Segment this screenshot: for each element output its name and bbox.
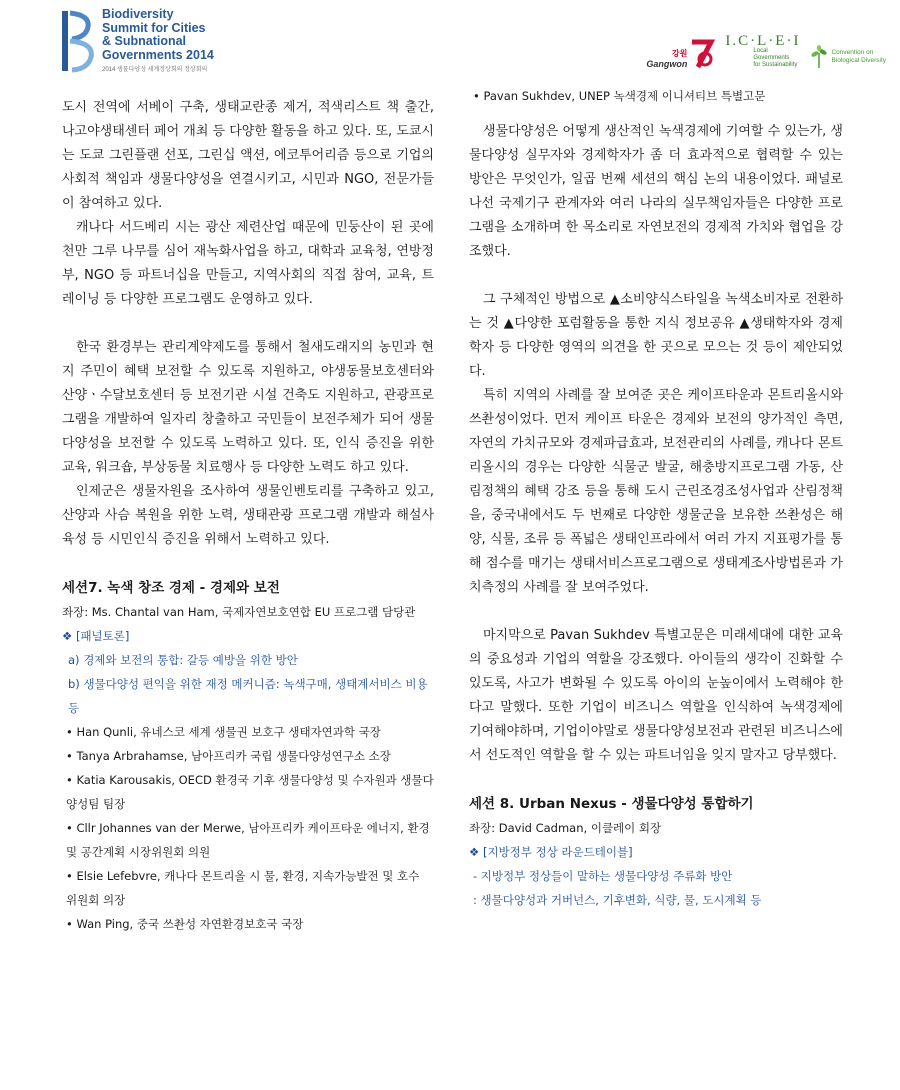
summit-title-line-1: Biodiversity xyxy=(102,7,174,21)
left-column xyxy=(62,96,434,936)
roundtable-label: ❖ [지방정부 정상 라운드테이블] xyxy=(469,845,633,859)
panelist-item: • Han Qunli, 유네스코 세계 생물권 보호구 생태자연과학 국장 xyxy=(62,720,434,744)
summit-title-line-3: & Subnational xyxy=(102,34,187,48)
section-7-title: 세션7. 녹색 창조 경제 - 경제와 보전 xyxy=(62,580,280,596)
panelist-item: • Elsie Lefebvre, 캐나다 몬트리올 시 물, 환경, 지속가능발전 및 호수 위원회 의장 xyxy=(62,864,434,912)
iclei-sub-3: for Sustainability xyxy=(753,62,798,68)
right-column xyxy=(469,89,843,912)
panelist-item: • Katia Karousakis, OECD 환경국 기후 생물다양성 및 수자원과 생물다양성팀 팀장 xyxy=(62,768,434,816)
summit-title-line-2: Summit for Cities xyxy=(102,20,206,35)
gangwon-logo xyxy=(646,39,715,69)
cbd-line-1: Convention on xyxy=(831,49,874,56)
section-8-chair: 좌장: David Cadman, 이클레이 회장 xyxy=(469,821,662,835)
paragraph: 도시 전역에 서베이 구축, 생태교란종 제거, 적색리스트 책 출간, 나고야생태센터 페어 개최 등 다양한 활동을 하고 있다. 또, 도쿄시는 도쿄 그린플랜 선포, 그린십 액션, 에코투어리즘 등으로 기업의 사회적 책임과 생물다양성을 연결시키고, 시민과 NGO, 전문가들이 참여하고 있다. xyxy=(62,100,434,211)
panelist-item: • Pavan Sukhdev, UNEP 녹색경제 이니셔티브 특별고문 xyxy=(469,84,843,108)
section-8-title: 세션 8. Urban Nexus - 생물다양성 통합하기 xyxy=(469,796,754,812)
paragraph: 캐나다 서드베리 시는 광산 제련산업 때문에 민둥산이 된 곳에 천만 그루 나무를 심어 재녹화사업을 하고, 대학과 교육청, 연방정부, NGO 등 파트너십을 만들고, 지역사회의 직접 참여, 교육, 트레이닝 등 다양한 프로그램도 운영하고 있다. xyxy=(62,220,434,307)
partner-logos xyxy=(646,34,886,69)
paragraph: 한국 환경부는 관리계약제도를 통해서 철새도래지의 농민과 현지 주민이 혜택 보전할 수 있도록 지원하고, 야생동물보호센터와 산양ㆍ수달보호센터 등 보전기관 시설 건축도 지원하고, 관광프로그램을 개발하여 일자리 창출하고 국민들이 보전주체가 되어 생물다양성을 보전할 수 있도록 노력하고 있다. 또, 인식 증진을 위한 교육, 워크숍, 부상동물 치료행사 등 다양한 노력도 하고 있다. xyxy=(62,340,434,475)
paragraph: 특히 지역의 사례를 잘 보여준 곳은 케이프타운과 몬트리올시와 쓰촨성이었다. 먼저 케이프 타운은 경제와 보전의 양가적인 측면, 자연의 가치규모와 경제파급효과, 보전관리의 사례를, 캐나다 몬트리올시의 경우는 다양한 식물군 발굴, 해충방지프로그램 가동, 산림정책의 혜택 강조 등을 통해 도시 근린조경조성사업과 산림정책을, 중국내에서도 두 번째로 다양한 생물군을 보유한 쓰촨성은 해양, 식물, 조류 등 폭넓은 생태인프라에서 여러 가지 지표평가를 통해 점수를 매기는 생태서비스프로그램으로 생태계조사방법론과 가치측정의 사례를 잘 보여주었다. xyxy=(469,388,843,595)
paragraph: 인제군은 생물자원을 조사하여 생물인벤토리를 구축하고 있고, 산양과 사슴 복원을 위한 노력, 생태관광 프로그램 개발과 해설사 육성 등 시민인식 증진을 위해서 노력하고 있다. xyxy=(62,484,434,547)
panel-label: ❖ [패널토론] xyxy=(62,629,130,643)
panelist-item: • Wan Ping, 중국 쓰촨성 자연환경보호국 국장 xyxy=(62,912,434,936)
summit-title-line-4: Governments 2014 xyxy=(102,47,214,62)
topic-a: a) 경제와 보전의 통합: 갈등 예방을 위한 방안 xyxy=(68,653,298,667)
paragraph: 그 구체적인 방법으로 ▲소비양식스타일을 녹색소비자로 전환하는 것 ▲다양한 포럼활동을 통한 지식 정보공유 ▲생태학자와 경제학자 등 다양한 영역의 의견을 한 곳으로 모으는 것 등이 제안되었다. xyxy=(469,292,843,379)
panelist-item: • Tanya Arbrahamse, 남아프리카 국립 생물다양성연구소 소장 xyxy=(62,744,434,768)
roundtable-topic-1: - 지방정부 정상들이 말하는 생물다양성 주류화 방안 xyxy=(473,869,733,883)
iclei-sub-1: Local xyxy=(753,48,768,54)
gangwon-english: Gangwon xyxy=(646,59,688,69)
iclei-sub-2: Governments xyxy=(753,55,790,61)
gangwon-korean: 강원 xyxy=(671,49,688,58)
leaf-icon xyxy=(810,45,828,69)
summit-logo xyxy=(62,8,214,73)
summit-subtitle: 2014 생물다양성 세계정상회의 정상회의 xyxy=(102,67,208,73)
roundtable-topic-2: : 생물다양성과 거버넌스, 기후변화, 식량, 물, 도시계획 등 xyxy=(473,893,762,907)
section-7-chair: 좌장: Ms. Chantal van Ham, 국제자연보호연합 EU 프로그램 담당관 xyxy=(62,605,416,619)
paragraph: 마지막으로 Pavan Sukhdev 특별고문은 미래세대에 대한 교육의 중요성과 기업의 역할을 강조했다. 아이들의 생각이 진화할 수 있도록, 사고가 변화될 수 있도록 아이의 눈높이에서 노력해야 한다고 말했다. 또한 기업이 비즈니스 역할을 인식하여 녹색경제에 기여해야하며, 기업이야말로 생물다양성보전과 관련된 비즈니스에서 선도적인 역할을 할 수 있는 파트너임을 잊지 말자고 당부했다. xyxy=(469,628,843,763)
iclei-logo xyxy=(725,34,800,69)
topic-b: b) 생물다양성 편익을 위한 재정 메커니즘: 녹색구매, 생태계서비스 비용 등 xyxy=(68,677,428,715)
iclei-wordmark: I.C·L·E·I xyxy=(725,33,801,49)
b-logo-icon xyxy=(62,9,94,73)
cbd-logo xyxy=(810,45,886,69)
page-header xyxy=(0,0,900,88)
cbd-line-2: Biological Diversity xyxy=(831,57,886,64)
panelist-item: • Cllr Johannes van der Merwe, 남아프리카 케이프타운 에너지, 환경 및 공간계획 시장위원회 의원 xyxy=(62,816,434,864)
paragraph: 생물다양성은 어떻게 생산적인 녹색경제에 기여할 수 있는가, 생물다양성 실무자와 경제학자가 좀 더 효과적으로 협력할 수 있는 방안은 무엇인가, 일곱 번째 세션의 핵심 논의 내용이었다. 패널로 나선 국제기구 관계자와 여러 나라의 실무책임자들은 다양한 프로그램을 소개하며 한 목소리로 자연보전의 경제적 가치와 협업을 강조했다. xyxy=(469,124,843,259)
gangwon-mark-icon xyxy=(689,39,715,69)
